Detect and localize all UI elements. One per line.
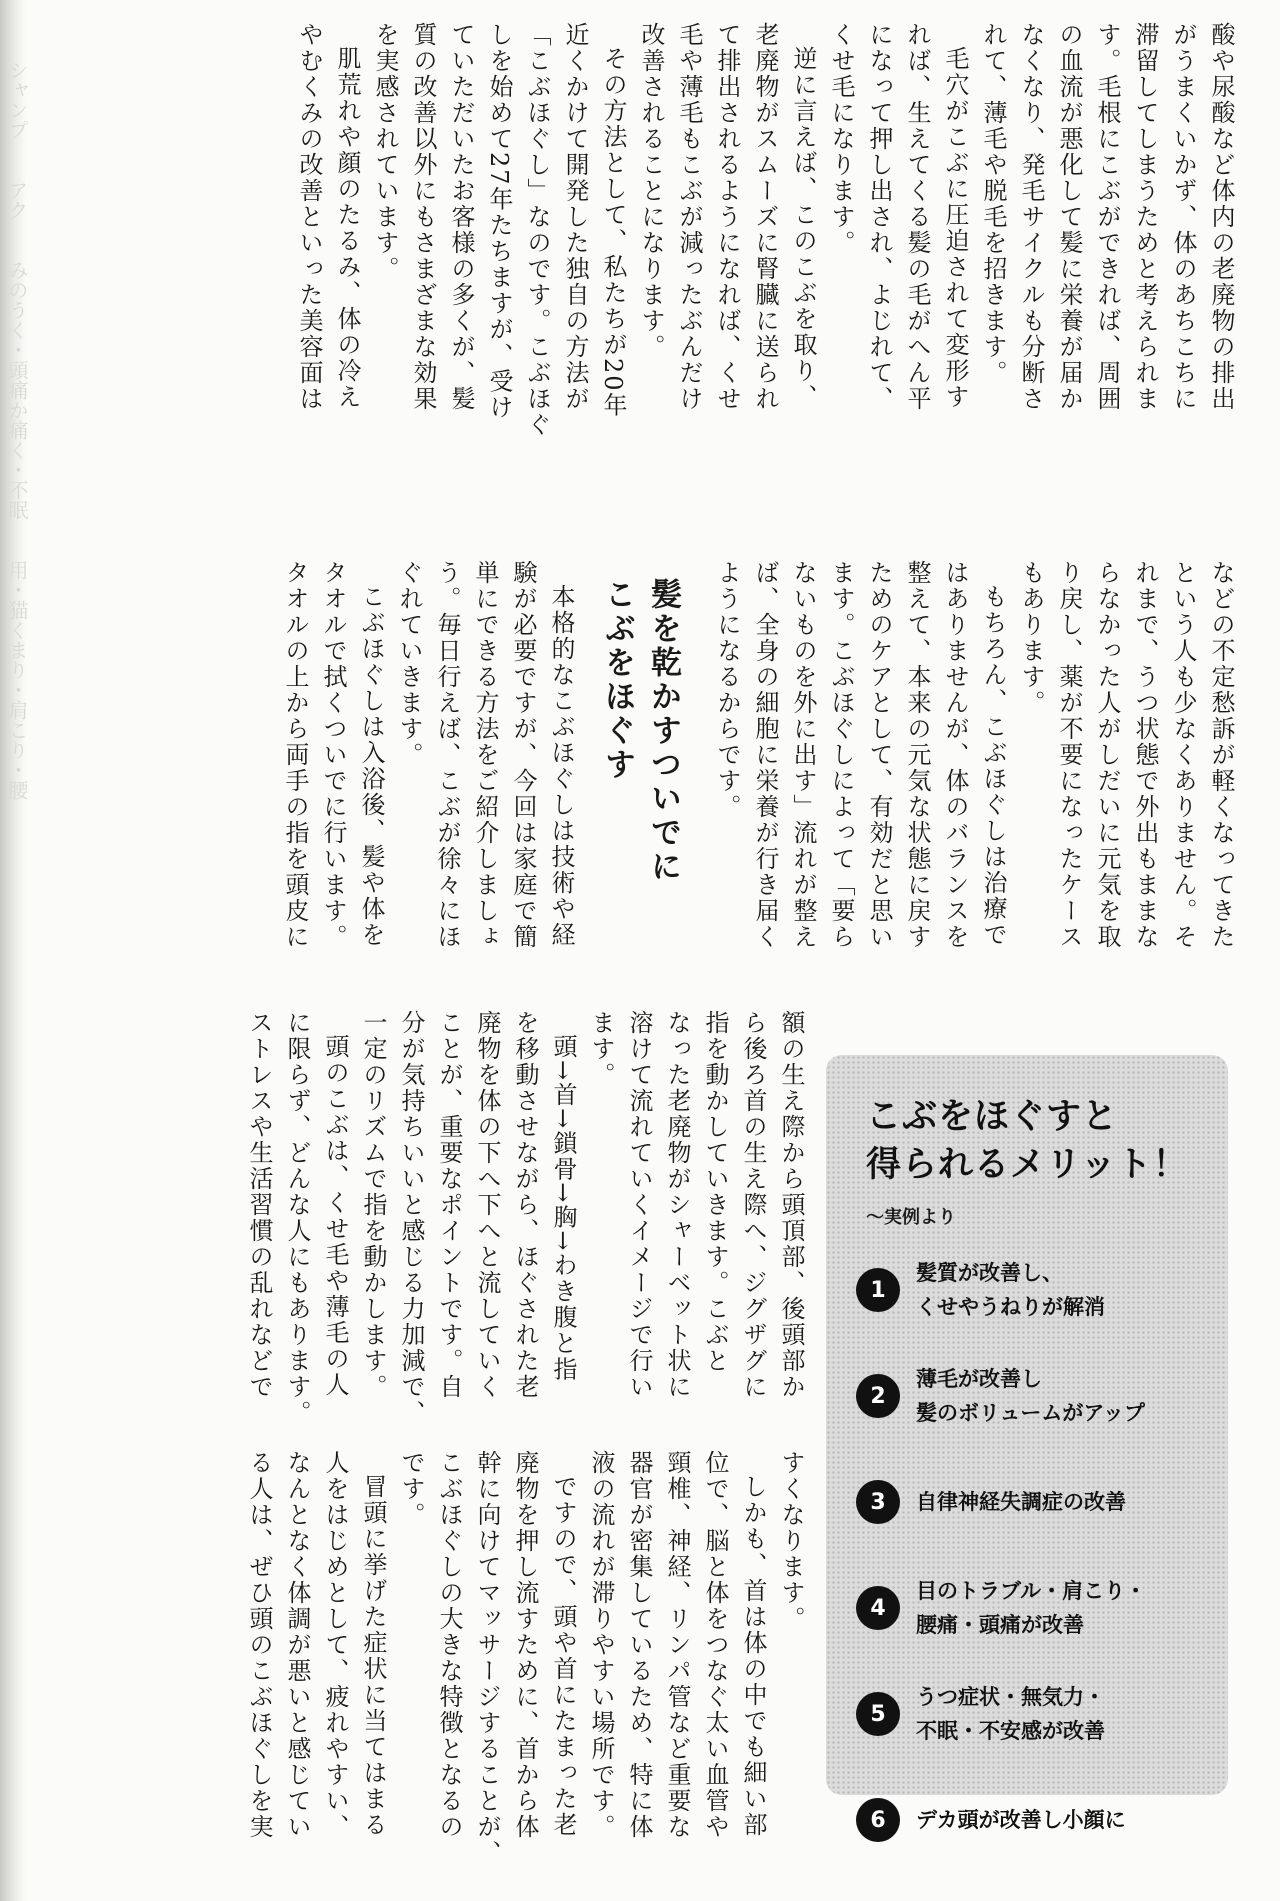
text-column: 位で、脳と体をつなぐ太い血管や xyxy=(701,1450,729,1840)
merit-text-line: デカ頭が改善し小顔に xyxy=(916,1808,1126,1832)
text-column: などの不定愁訴が軽くなってきた xyxy=(1207,560,1235,950)
text-column: 廃物を体の下へ下へと流していく xyxy=(473,1010,501,1400)
merit-list xyxy=(856,1251,1216,1887)
text-column: タオルの上から両手の指を頭皮に xyxy=(281,560,309,950)
callout-title xyxy=(866,1093,1189,1189)
text-column: 逆に言えば、このこぶを取り、 xyxy=(789,46,817,410)
text-column: 単にできる方法をご紹介しましょ xyxy=(471,560,499,950)
text-column: 一定のリズムで指を動かします。 xyxy=(359,1010,387,1400)
text-column: しかも、首は体の中でも細い部 xyxy=(739,1474,767,1838)
text-column: ことが、重要なポイントです。自 xyxy=(435,1010,463,1400)
callout-subtitle: 〜実例より xyxy=(866,1207,956,1228)
text-column: ていただいたお客様の多くが、髪 xyxy=(447,22,475,412)
text-column: こぶほぐしの大きな特徴となるの xyxy=(435,1450,463,1840)
text-column: 幹に向けてマッサージすることが、 xyxy=(473,1450,501,1866)
callout-title-line: こぶをほぐすと xyxy=(866,1097,1119,1137)
text-column: という人も少なくありません。そ xyxy=(1169,560,1197,950)
merit-text-line: 自律神経失調症の改善 xyxy=(916,1490,1126,1514)
text-column: れば、生えてくる髪の毛がへん平 xyxy=(903,22,931,412)
text-column: ないものを外に出す」流れが整え xyxy=(789,560,817,950)
text-column: れまで、うつ状態で外出もままな xyxy=(1131,560,1159,950)
text-column: すくなります。 xyxy=(777,1450,805,1632)
text-column: ぐれていきます。 xyxy=(395,560,423,768)
text-column: こぶほぐしは入浴後、髪や体を xyxy=(357,584,385,948)
text-column: ます。 xyxy=(587,1010,615,1088)
text-column: 冒頭に挙げた症状に当てはまる xyxy=(359,1474,387,1838)
merit-text xyxy=(916,1574,1146,1642)
text-column: 整えて、本来の元気な状態に戻す xyxy=(903,560,931,950)
merit-item xyxy=(856,1463,1216,1541)
section-heading xyxy=(599,560,686,1020)
text-column: を実感されています。 xyxy=(371,22,399,282)
text-column: はありませんが、体のバランスを xyxy=(941,560,969,950)
text-column: ば、全身の細胞に栄養が行き届く xyxy=(751,560,779,950)
text-column: がうまくいかず、体のあちこちに xyxy=(1169,22,1197,412)
text-column: もちろん、こぶほぐしは治療で xyxy=(979,584,1007,948)
text-column: もあります。 xyxy=(1017,560,1045,716)
text-column: ようになるからです。 xyxy=(713,560,741,820)
text-column: り戻し、薬が不要になったケース xyxy=(1055,560,1083,950)
merit-number-badge: 3 xyxy=(856,1480,900,1524)
bleed-line: みのうく・頭痛か痛く・不眠 xyxy=(5,260,29,520)
bleed-line: シャンプ xyxy=(5,60,29,140)
text-column: 改善されることになります。 xyxy=(637,22,665,360)
merit-text xyxy=(916,1680,1105,1748)
merit-number-badge: 1 xyxy=(856,1268,900,1312)
text-column: 近くかけて開発した独自の方法が xyxy=(561,22,589,412)
text-column: しを始めて27年たちますが、受け xyxy=(485,22,513,421)
merit-item xyxy=(856,1675,1216,1753)
text-column: くせ毛になります。 xyxy=(827,22,855,256)
text-row-2 xyxy=(130,560,1240,1020)
text-column: 「こぶほぐし」なのです。こぶほぐ xyxy=(523,22,551,438)
text-column: 酸や尿酸など体内の老廃物の排出 xyxy=(1207,22,1235,412)
text-column: 頸椎、神経、リンパ管など重要な xyxy=(663,1450,691,1840)
text-column: れて、薄毛や脱毛を招きます。 xyxy=(979,22,1007,386)
text-column: 指を動かしていきます。こぶと xyxy=(701,1010,729,1374)
text-column: ら後ろ首の生え際へ、ジグザグに xyxy=(739,1010,767,1400)
text-column: を移動させながら、ほぐされた老 xyxy=(511,1010,539,1400)
merit-number-badge: 2 xyxy=(856,1374,900,1418)
merit-text-line: くせやうねりが解消 xyxy=(916,1295,1105,1319)
text-column: 人をはじめとして、疲れやすい、 xyxy=(321,1450,349,1840)
text-column: 毛穴がこぶに圧迫されて変形す xyxy=(941,46,969,410)
text-column: 器官が密集しているため、特に体 xyxy=(625,1450,653,1840)
text-column: タオルで拭くついでに行います。 xyxy=(319,560,347,950)
callout-title-line: 得られるメリット！ xyxy=(866,1145,1189,1185)
merit-text xyxy=(916,1362,1145,1430)
merit-item xyxy=(856,1781,1216,1859)
text-column: 頭のこぶは、くせ毛や薄毛の人 xyxy=(321,1034,349,1398)
merit-text-line: 不眠・不安感が改善 xyxy=(916,1719,1105,1743)
text-column: らなかった人がしだいに元気を取 xyxy=(1093,560,1121,950)
text-column: 分が気持ちいいと感じる力加減で、 xyxy=(397,1010,425,1426)
bleed-line: アク xyxy=(5,180,29,220)
text-column: 廃物を押し流すために、首から体 xyxy=(511,1450,539,1840)
text-column: 滞留してしまうためと考えられま xyxy=(1131,22,1159,412)
bleed-through-text xyxy=(0,60,72,1560)
text-column: て排出されるようになれば、くせ xyxy=(713,22,741,412)
text-column: 頭→首→鎖骨→胸→わき腹と指 xyxy=(549,1034,577,1383)
text-column: やむくみの改善といった美容面は xyxy=(295,22,323,412)
merit-text xyxy=(916,1256,1105,1324)
merit-text-line: 腰痛・頭痛が改善 xyxy=(916,1613,1084,1637)
text-column: す。毛根にこぶができれば、周囲 xyxy=(1093,22,1121,412)
text-column: になって押し出され、よじれて、 xyxy=(865,22,893,412)
merit-callout-box xyxy=(826,1055,1228,1833)
text-row-3 xyxy=(130,1010,810,1450)
text-column: なんとなく体調が悪いと感じてい xyxy=(283,1450,311,1840)
text-column: に限らず、どんな人にもあります。 xyxy=(283,1010,311,1426)
merit-text-line: 目のトラブル・肩こり・ xyxy=(916,1579,1147,1603)
merit-item xyxy=(856,1251,1216,1329)
text-column: う。毎日行えば、こぶが徐々にほ xyxy=(433,560,461,950)
text-column: ストレスや生活習慣の乱れなどで xyxy=(245,1010,273,1400)
text-column: 額の生え際から頭頂部、後頭部か xyxy=(777,1010,805,1400)
text-column: 肌荒れや顔のたるみ、体の冷え xyxy=(333,46,361,410)
text-column: 老廃物がスムーズに腎臓に送られ xyxy=(751,22,779,412)
text-column: 本格的なこぶほぐしは技術や経 xyxy=(547,584,575,948)
text-column: 質の改善以外にもさまざまな効果 xyxy=(409,22,437,412)
text-column: ます。こぶほぐしによって「要ら xyxy=(827,560,855,950)
merit-text xyxy=(916,1803,1126,1837)
merit-text-line: 薄毛が改善し xyxy=(916,1367,1042,1391)
text-column: 溶けて流れていくイメージで行い xyxy=(625,1010,653,1400)
text-column: 液の流れが滞りやすい場所です。 xyxy=(587,1450,615,1840)
text-column: ですので、頭や首にたまった老 xyxy=(549,1474,577,1838)
merit-item xyxy=(856,1357,1216,1435)
merit-number-badge: 4 xyxy=(856,1586,900,1630)
text-column: の血流が悪化して髪に栄養が届か xyxy=(1055,22,1083,412)
text-row-1 xyxy=(130,22,1240,562)
section-heading-line: こぶをほぐす xyxy=(599,578,635,782)
text-column: その方法として、私たちが20年 xyxy=(599,46,627,419)
merit-text-line: うつ症状・無気力・ xyxy=(916,1685,1105,1709)
text-column: ためのケアとして、有効だと思い xyxy=(865,560,893,950)
text-column: です。 xyxy=(397,1450,425,1528)
merit-text-line: 髪のボリュームがアップ xyxy=(916,1401,1145,1425)
text-column: 毛や薄毛もこぶが減ったぶんだけ xyxy=(675,22,703,412)
text-column: 験が必要ですが、今回は家庭で簡 xyxy=(509,560,537,950)
bleed-line: 用・猫くまり・肩こり・腰 xyxy=(5,560,29,800)
merit-number-badge: 6 xyxy=(856,1798,900,1842)
text-column: なくなり、発毛サイクルも分断さ xyxy=(1017,22,1045,412)
text-column: なった老廃物がシャーベット状に xyxy=(663,1010,691,1400)
merit-number-badge: 5 xyxy=(856,1692,900,1736)
text-row-4 xyxy=(130,1450,810,1890)
merit-text xyxy=(916,1485,1126,1519)
merit-item xyxy=(856,1569,1216,1647)
section-heading-line: 髪を乾かすついでに xyxy=(645,578,681,884)
merit-text-line: 髪質が改善し、 xyxy=(916,1261,1063,1285)
text-column: る人は、ぜひ頭のこぶほぐしを実 xyxy=(245,1450,273,1840)
